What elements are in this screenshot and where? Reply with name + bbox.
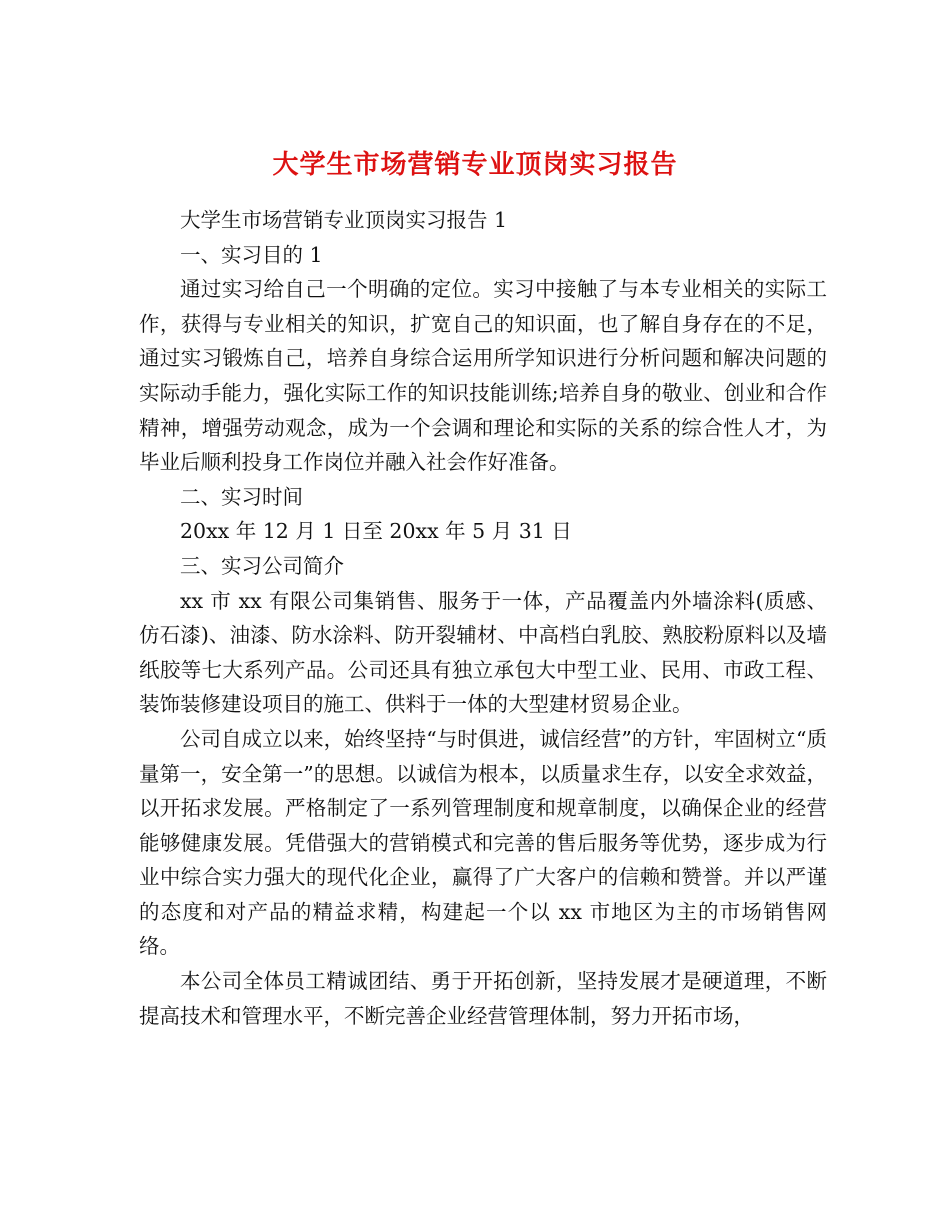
- paragraph-company-products: xx 市 xx 有限公司集销售、服务于一体，产品覆盖内外墙涂料(质感、仿石漆)、油漆、防水涂料、防开裂辅材、中高档白乳胶、熟胶粉原料以及墙纸胶等七大系列产品。公司还具有独立承包大中型工业、民用、市政工程、装饰装修建设项目的施工、供料于一体的大型建材贸易企业。: [139, 588, 827, 717]
- document-body: [139, 203, 827, 1033]
- paragraph-company-philosophy: 公司自成立以来，始终坚持“与时俱进，诚信经营”的方针，牢固树立“质量第一，安全第一”的思想。以诚信为根本，以质量求生存，以安全求效益，以开拓求发展。严格制定了一系列管理制度和规章制度，以确保企业的经营能够健康发展。凭借强大的营销模式和完善的售后服务等优势，逐步成为行业中综合实力强大的现代化企业，赢得了广大客户的信赖和赞誉。并以严谨的态度和对产品的精益求精，构建起一个以 xx 市地区为主的市场销售网络。: [139, 726, 827, 959]
- section-heading-purpose: 一、实习目的 1: [180, 242, 323, 267]
- report-subtitle: 大学生市场营销专业顶岗实习报告 1: [180, 208, 508, 232]
- section-heading-time: 二、实习时间: [180, 484, 303, 509]
- paragraph-time: 20xx 年 12 月 1 日至 20xx 年 5 月 31 日: [180, 519, 572, 544]
- paragraph-company-staff: 本公司全体员工精诚团结、勇于开拓创新，坚持发展才是硬道理，不断提高技术和管理水平，不断完善企业经营管理体制，努力开拓市场，: [139, 969, 827, 1028]
- paragraph-purpose: 通过实习给自己一个明确的定位。实习中接触了与本专业相关的实际工作，获得与专业相关的知识，扩宽自己的知识面，也了解自身存在的不足，通过实习锻炼自己，培养自身综合运用所学知识进行分析问题和解决问题的实际动手能力，强化实际工作的知识技能训练;培养自身的敬业、创业和合作精神，增强劳动观念，成为一个会调和理论和实际的关系的综合性人才，为毕业后顺利投身工作岗位并融入社会作好准备。: [139, 277, 827, 475]
- section-heading-company: 三、实习公司简介: [180, 553, 344, 578]
- document-title: 大学生市场营销专业顶岗实习报告: [272, 150, 678, 181]
